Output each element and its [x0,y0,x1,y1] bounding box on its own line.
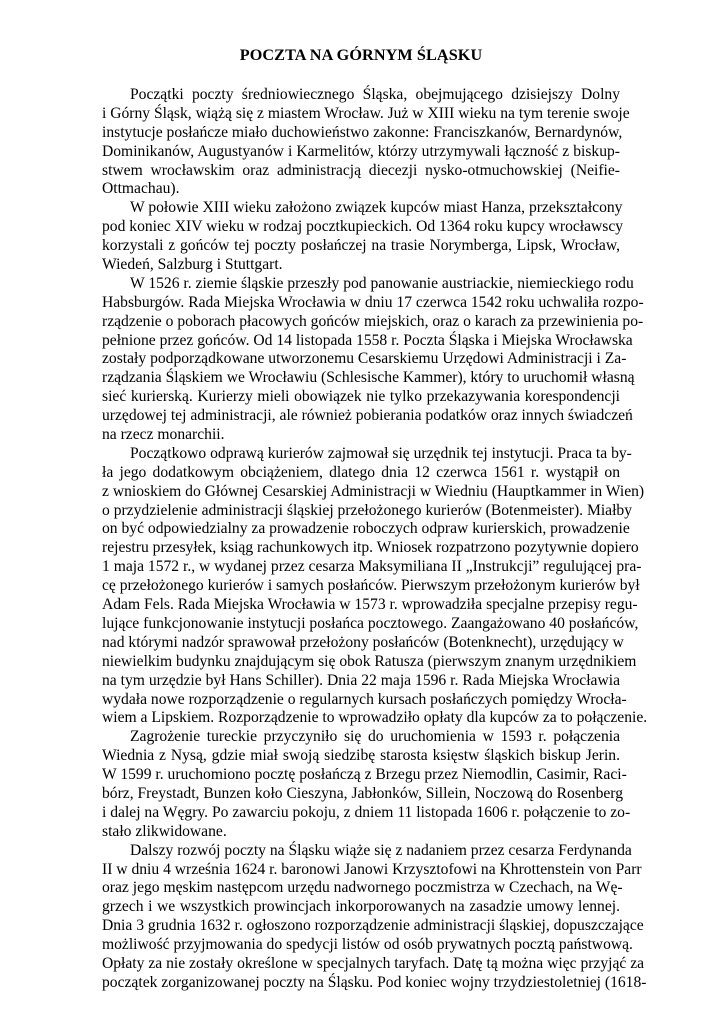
text-line: początek zorganizowanej poczty na Śląsku. Pod koniec wojny trzydziestoletniej (1618- [102,973,647,991]
text-line: grzech i we wszystkich prowincjach inkorporowanych na zasadzie umowy lennej. [102,898,620,916]
text-line: II w dniu 4 września 1624 r. baronowi Janowi Krzysztofowi na Khrottenstein von Parr [102,860,642,878]
text-line: Zagrożenie tureckie przyczyniło się do uruchomienia w 1593 r. połączenia [130,728,620,746]
text-line: Wiedeń, Salzburg i Stuttgart. [102,256,283,274]
text-line: pod koniec XIV wieku w rodzaj pocztkupieckich. Od 1364 roku kupcy wrocławscy [102,218,624,236]
paragraph [102,274,644,445]
paragraph [102,444,648,728]
text-line: wydała nowe rozporządzenie o regularnych kursach posłańczych pomiędzy Wrocła- [102,690,627,708]
text-line: o przydzielenie administracji śląskiej przełożonego kurierów (Botenmeister). Miałby [102,501,633,519]
text-line: z wnioskiem do Głównej Cesarskiej Administracji w Wiedniu (Hauptkammer in Wien) [102,482,645,500]
text-line: pełnione przez gońców. Od 14 listopada 1558 r. Poczta Śląska i Miejska Wrocławska [102,331,633,349]
paragraph [102,86,630,199]
text-line: Opłaty za nie zostały określone w specjalnych taryfach. Datę tą można więc przyjąć za [102,954,645,972]
text-line: Początkowo odprawą kurierów zajmował się urzędnik tej instytucji. Praca ta by- [130,444,632,462]
text-line: W 1599 r. uruchomiono pocztę posłańczą z Brzegu przez Niemodlin, Casimir, Raci- [102,766,627,784]
paragraph [102,841,647,993]
text-line: na tym urzędzie był Hans Schiller). Dnia 22 maja 1596 r. Rada Miejska Wrocławia [102,671,620,689]
text-line: zostały podporządkowane utworzonemu Cesarskiemu Urzędowi Administracji i Za- [102,350,627,368]
text-line: stało zlikwidowane. [102,822,227,840]
text-line: Dalszy rozwój poczty na Śląsku wiąże się z nadaniem przez cesarza Ferdynanda [130,841,632,859]
text-line: instytucje posłańcze miało duchowieństwo zakonne: Franciszkanów, Bernardynów, [102,123,623,141]
text-line: Adam Fels. Rada Miejska Wrocławia w 1573 r. wprowadziła specjalne przepisy regu- [102,596,638,614]
text-line: Początki poczty średniowiecznego Śląska, obejmującego dzisiejszy Dolny [130,86,620,103]
text-line: sieć kurierską. Kurierzy mieli obowiązek nie tylko przekazywania korespondencji [102,388,620,406]
text-line: na rzecz monarchii. [102,426,225,444]
text-line: niewielkim budynku znajdującym się obok Ratusza (pierwszym znanym urzędnikiem [102,652,637,670]
text-line: ła jego dodatkowym obciążeniem, dlatego dnia 12 czerwca 1561 r. wystąpił on [102,463,620,481]
text-line: bórz, Freystadt, Bunzen koło Cieszyna, Jabłonków, Sillein, Noczową do Rosenberg [102,784,623,802]
text-line: i Górny Śląsk, wiążą się z miastem Wrocław. Już w XIII wieku na tym terenie swoje [102,104,630,122]
text-line: stwem wrocławskim oraz administracją diecezji nysko-otmuchowskiej (Neifie- [102,161,620,179]
text-line: cę przełożonego kurierów i samych posłańców. Pierwszym przełożonym kurierów był [102,577,640,595]
text-line: urzędowej tej administracji, ale również pobierania podatków oraz innych świadczeń [102,407,633,425]
text-line: W 1526 r. ziemie śląskie przeszły pod panowanie austriackie, niemieckiego rodu [130,274,634,292]
text-line: nad którymi nadzór sprawował przełożony posłańców (Botenknecht), urzędujący w [102,633,624,651]
text-line: możliwość przyjmowania do spedycji listów od osób prywatnych pocztą państwową. [102,936,633,954]
text-line: Habsburgów. Rada Miejska Wrocławia w dniu 17 czerwca 1542 roku uchwaliła rozpo- [102,293,644,311]
text-line: 1 maja 1572 r., w wydanej przez cesarza Maksymiliana II „Instrukcji” regulującej pra- [102,558,642,576]
text-line: on być odpowiedzialny za prowadzenie roboczych odpraw kurierskich, prowadzenie [102,520,630,538]
text-line: W połowie XIII wieku założono związek kupców miast Hanza, przekształcony [130,199,623,217]
text-line: rejestru przesyłek, ksiąg rachunkowych itp. Wniosek rozpatrzono pozytywnie dopiero [102,539,639,557]
paragraph [102,199,624,275]
paragraph [102,728,631,841]
document-body [102,86,648,993]
text-line: lujące funkcjonowanie instytucji posłańca pocztowego. Zaangażowano 40 posłańców, [102,614,639,632]
text-line: i dalej na Węgry. Po zawarciu pokoju, z dniem 11 listopada 1606 r. połączenie to zo- [102,803,631,821]
text-line: Wiednia z Nysą, gdzie miał swoją siedzibę starosta księstw śląskich biskup Jerin. [102,747,620,765]
document-page [102,44,648,993]
page-title: POCZTA NA GÓRNYM ŚLĄSKU [239,46,483,64]
text-line: oraz jego męskim następcom urzędu nadwornego poczmistrza w Czechach, na Wę- [102,879,623,897]
text-line: rządzania Śląskiem we Wrocławiu (Schlesische Kammer), który to uruchomił własną [102,369,635,387]
text-line: Ottmachau). [102,180,180,198]
text-line: wiem a Lipskiem. Rozporządzenie to wprowadziło opłaty dla kupców za to połączenie. [102,709,648,727]
text-line: Dominikanów, Augustyanów i Karmelitów, którzy utrzymywali łączność z biskup- [102,142,620,160]
text-line: korzystali z gońców tej poczty posłańczej na trasie Norymberga, Lipsk, Wrocław, [102,237,620,255]
text-line: rządzenie o poborach płacowych gońców miejskich, oraz o karach za przewinienia po- [102,312,644,330]
text-line: Dnia 3 grudnia 1632 r. ogłoszono rozporządzenie administracji śląskiej, dopuszczające [102,917,644,935]
